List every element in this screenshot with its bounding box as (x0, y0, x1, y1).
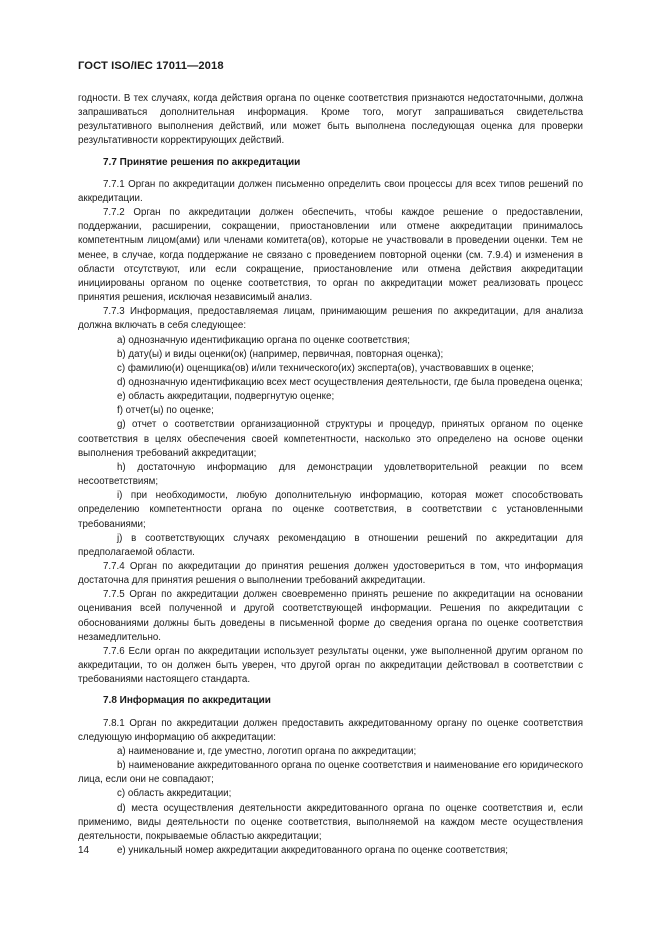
list-item: e) область аккредитации, подвергнутую оценке; (117, 391, 335, 403)
list-item: d) места осуществления деятельности аккредитованного органа по оценке соответствия и, если применимо, виды деятельности по оценке соответствия, выполняемой на каждом месте осуществления деятельности, покрываемые областью аккредитации; (78, 802, 583, 842)
list-item: f) отчет(ы) по оценке; (117, 405, 214, 417)
paragraph: годности. В тех случаях, когда действия органа по оценке соответствия признаются недостаточными, должна запрашиваться дополнительная информация. Кроме того, могут запрашиваться свидетельства результативного выполнения действий, или может быть выполнена последующая оценка для проверки результативности корректирующих действий. (78, 93, 583, 147)
list-item: b) дату(ы) и виды оценки(ок) (например, первичная, повторная оценка); (117, 348, 444, 360)
paragraph: 7.7.3 Информация, предоставляемая лицам, принимающим решения по аккредитации, для анализа должна включать в себя следующее: (78, 306, 583, 332)
list-item: b) наименование аккредитованного органа по оценке соответствия и наименование его юридического лица, если они не совпадают; (78, 760, 583, 786)
list-item: c) область аккредитации; (117, 788, 232, 800)
list-item: a) однозначную идентификацию органа по оценке соответствия; (117, 334, 410, 346)
list-item: h) достаточную информацию для демонстрации удовлетворительной реакции по всем несоответствиям; (78, 461, 583, 488)
paragraph: 7.8.1 Орган по аккредитации должен предоставить аккредитованному органу по оценке соответствия следующую информацию об аккредитации: (78, 717, 583, 743)
list-item: j) в соответствующих случаях рекомендацию в отношении решений по аккредитации для предполагаемой области. (78, 532, 583, 558)
paragraph: 7.7.2 Орган по аккредитации должен обеспечить, чтобы каждое решение о предоставлении, поддержании, расширении, сокращении, приостановлении или отмене аккредитации принималось компетентным лицом(ами) или членами комитета(ов), которые не участвовали в проведении оценки. Тем не менее, в случае, когда поддержание не связано с проведением повторной оценки (см. 7.9.4) и изменения в области отсутствуют, или если сокращение, приостановление или отмена действия аккредитации инициированы органом по оценке соответствия, то орган по аккредитации может реализовать процесс принятия решения, исключая независимый анализ. (78, 207, 583, 304)
paragraph: 7.7.1 Орган по аккредитации должен письменно определить свои процессы для всех типов решений по аккредитации. (78, 178, 583, 204)
list-item: d) однозначную идентификацию всех мест осуществления деятельности, где была проведена оценка; (117, 376, 583, 388)
document-header: ГОСТ ISO/IEC 17011—2018 (78, 60, 224, 72)
list-item: g) отчет о соответствии организационной структуры и процедур, принятых органом по оценке соответствия в целях обеспечения своей компетентности, насколько это определено на основе оценки выполнения требований аккредитации; (78, 419, 583, 459)
paragraph: 7.7.6 Если орган по аккредитации использует результаты оценки, уже выполненной другим органом по аккредитации, то он должен быть уверен, что другой орган по аккредитации действовал в соответствии с требованиями настоящего стандарта. (78, 645, 583, 686)
page-number: 14 (78, 845, 90, 856)
list-item: a) наименование и, где уместно, логотип органа по аккредитации; (117, 745, 417, 757)
list-item: e) уникальный номер аккредитации аккредитованного органа по оценке соответствия; (117, 844, 509, 856)
paragraph: 7.7.5 Орган по аккредитации должен своевременно принять решение по аккредитации на основании оценивания всей полученной и другой соответствующей информации. Решения по аккредитации с обоснованиями должны быть доведены в письменной форме до сведения органа по оценке соответствия незамедлительно. (78, 589, 583, 643)
section-heading: 7.7 Принятие решения по аккредитации (103, 156, 301, 168)
list-item: i) при необходимости, любую дополнительную информацию, которая может способствовать определению компетентности органа по оценке соответствия, в соответствии с установленными требованиями; (78, 490, 583, 530)
list-item: c) фамилию(и) оценщика(ов) и/или технического(их) эксперта(ов), участвовавших в оценке; (117, 362, 534, 374)
paragraph: 7.7.4 Орган по аккредитации до принятия решения должен удостовериться в том, что информация достаточна для принятия решения о выполнении требований аккредитации. (78, 561, 583, 587)
document-body (78, 92, 583, 858)
section-heading: 7.8 Информация по аккредитации (103, 695, 271, 707)
